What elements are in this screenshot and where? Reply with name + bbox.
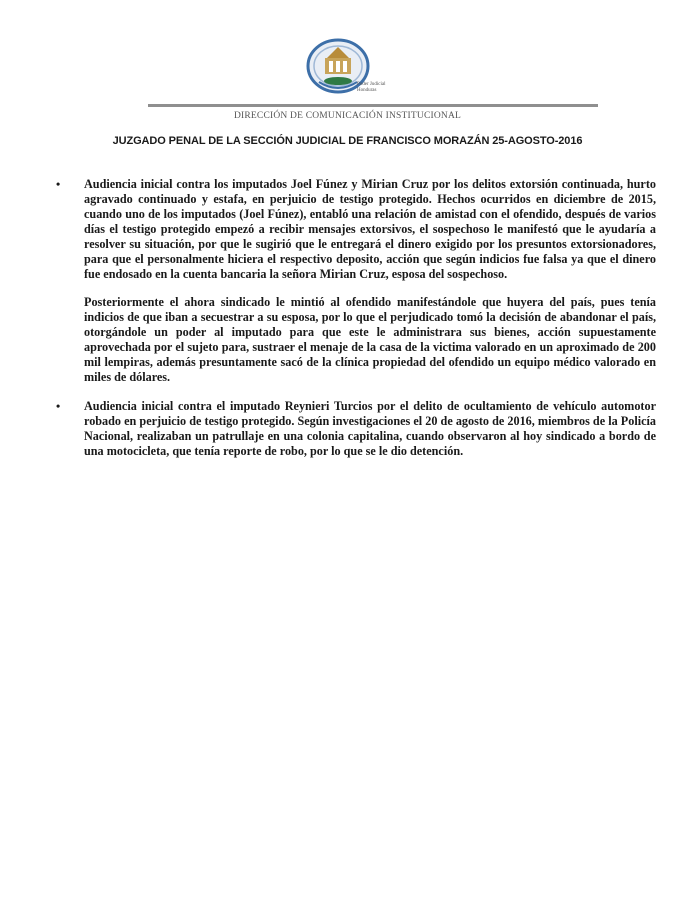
logo-caption-line2: Honduras	[357, 88, 377, 93]
paragraph: Posteriormente el ahora sindicado le mintió al ofendido manifestándole que huyera del país, pues tenía indicios de que iban a secuestrar a su esposa, por lo que el perjudicado tomó la decisión de abandonar el país, otorgándole un poder al imputado para que este le administrara sus bienes, acción supuestamente aprovechada por el sujeto para, sustraer el menaje de la casa de la victima valorado en un aproximado de 200 mil lempiras, además presuntamente sacó de la clínica propiedad del ofendido un equipo médico valorado en miles de dólares.	[84, 295, 656, 384]
bullet-icon: •	[56, 177, 61, 191]
logo-caption	[357, 82, 412, 94]
header-divider	[148, 104, 598, 107]
document-title: JUZGADO PENAL DE LA SECCIÓN JUDICIAL DE FRANCISCO MORAZÁN 25-AGOSTO-2016	[112, 135, 583, 147]
document-header	[0, 0, 695, 160]
poder-judicial-logo	[305, 38, 410, 100]
list-item	[56, 399, 656, 459]
document-body	[56, 177, 656, 473]
paragraph: Audiencia inicial contra los imputados Joel Fúnez y Mirian Cruz por los delitos extorsión continuada, hurto agravado continuado y estafa, en perjuicio de testigo protegido. Hechos ocurridos en diciembre de 2015, cuando uno de los imputados (Joel Fúnez), entabló una relación de amistad con el ofendido, después de varios días el testigo protegido empezó a recibir mensajes extorsivos, el sospechoso le manifestó que le ayudaría a resolver su situación, por que le sugirió que le entregará el dinero exigido por los presuntos extorsionadores, para que el personalmente hiciera el respectivo deposito, acción que según indicios fue falsa ya que el dinero fue endosado en la cuenta bancaria la señora Mirian Cruz, esposa del sospechoso.	[84, 177, 656, 281]
list-item	[56, 177, 656, 385]
logo-caption-line1: Poder Judicial	[357, 82, 386, 87]
paragraph: Audiencia inicial contra el imputado Reynieri Turcios por el delito de ocultamiento de vehículo automotor robado en perjuicio de testigo protegido. Según investigaciones el 20 de agosto de 2016, miembros de la Policía Nacional, realizaban un patrullaje en una colonia capitalina, cuando observaron al hoy sindicado a bordo de una motocicleta, que tenía reporte de robo, por lo que se le dio detención.	[84, 399, 656, 458]
bullet-icon: •	[56, 399, 61, 413]
organization-name: DIRECCIÓN DE COMUNICACIÓN INSTITUCIONAL	[233, 111, 462, 121]
